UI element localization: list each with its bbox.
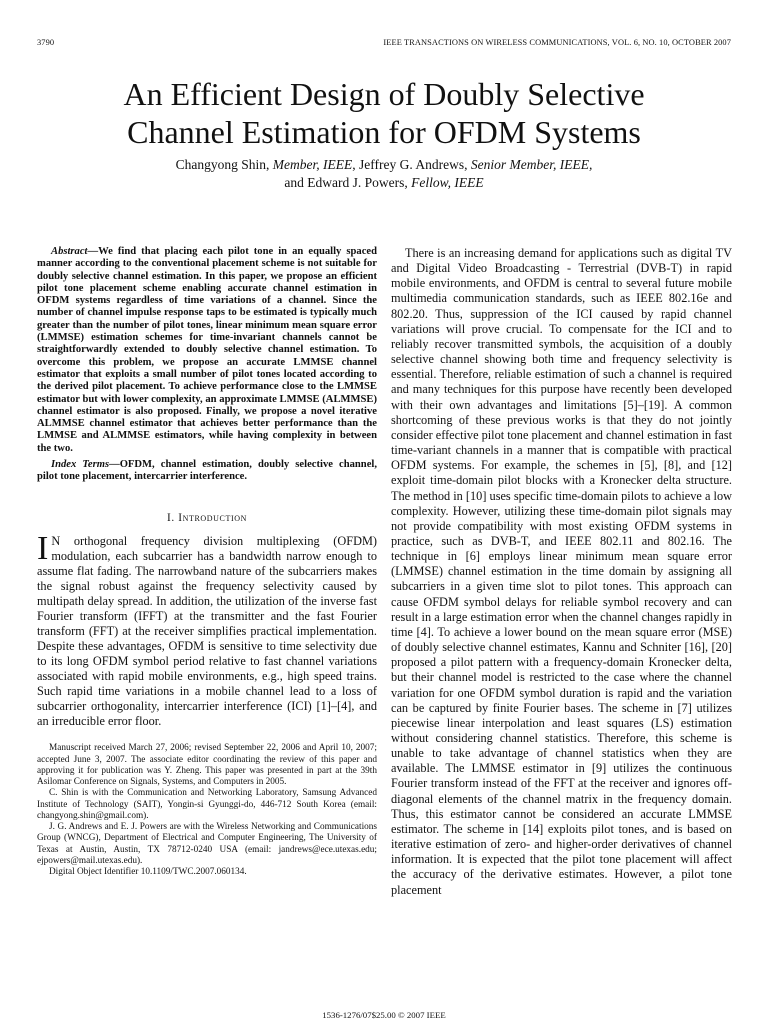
abstract bbox=[37, 246, 377, 455]
left-column bbox=[37, 246, 377, 878]
footnote-manuscript: Manuscript received March 27, 2006; revised September 22, 2006 and April 10, 2007; accepted June 3, 2007. The associate editor coordinating the review of this paper and approving it for publication was Y. Zheng. This paper was presented in part at the 39th Asilomar Conference on Signals, Systems, and Computers in 2005. bbox=[37, 743, 377, 787]
running-header bbox=[37, 38, 731, 47]
copyright-footer: 1536-1276/07$25.00 © 2007 IEEE bbox=[322, 1010, 446, 1020]
index-terms-text: —OFDM, channel estimation, doubly selective channel, pilot tone placement, intercarrier interference. bbox=[37, 459, 377, 483]
drop-cap: I bbox=[37, 529, 49, 567]
footnote-andrews-powers: J. G. Andrews and E. J. Powers are with the Wireless Networking and Communications Group (WNCG), Department of Electrical and Computer Engineering, The University of Texas at Austin, Austin, TX 78712-0240 USA (email: jandrews@ece.utexas.edu; ejpowers@mail.utexas.edu). bbox=[37, 822, 377, 866]
author-1-role: Member, IEEE bbox=[272, 157, 353, 172]
paper-title bbox=[60, 75, 708, 151]
author-list bbox=[60, 156, 708, 192]
author-2-role: Senior Member, IEEE, bbox=[470, 157, 593, 172]
intro-text: N orthogonal frequency division multiplexing (OFDM) modulation, each subcarrier has a bandwidth narrow enough to assume flat fading. The narrowband nature of the subcarriers makes the signal robust against the frequency selectivity caused by multipath delay spread. In addition, the utilization of the inverse fast Fourier transform (IFFT) at the transmitter and the fast Fourier transform (FFT) at the receiver simplifies practical implementation. Despite these advantages, OFDM is sensitive to time selectivity due to its long OFDM symbol period relative to fast channel variations associated with rapid mobile environments, e.g., high speed trains. Such rapid time variations in a mobile channel lead to a loss of subcarrier orthogonality, intercarrier interference (ICI) [1]–[4], and an irreducible error floor. bbox=[37, 533, 377, 729]
page-number: 3790 bbox=[37, 38, 55, 47]
author-line-1 bbox=[60, 156, 708, 174]
author-3-name: and Edward J. Powers, bbox=[284, 175, 412, 190]
author-1-name: Changyong Shin, bbox=[175, 157, 273, 172]
index-terms-label: Index Terms bbox=[51, 459, 110, 471]
abstract-text: —We find that placing each pilot tone in an equally spaced manner according to the conventional placement scheme is not suitable for doubly selective channel estimation. In this paper, we propose an efficient pilot tone placement scheme enabling accurate channel estimation in OFDM systems regardless of time variations of a channel. Since the number of channel impulse response taps to be estimated is typically much greater than the number of pilot tones, linear minimum mean square error (LMMSE) estimation schemes for time-invariant channels cannot be straightforwardly extended to doubly selective channel estimation. To overcome this problem, we propose an accurate LMMSE channel estimator that exploits a small number of pilot tones located according to the derived pilot placement. To achieve performance close to the LMMSE estimator but with lower complexity, an approximate LMMSE (ALMMSE) channel estimator is also proposed. Finally, we propose a novel iterative ALMMSE channel estimator that achieves better performance than the LMMSE and ALMMSE estimators, while having complexity in between the two. bbox=[37, 246, 377, 454]
section-heading-introduction: I. Introduction bbox=[167, 511, 247, 524]
title-line-2: Channel Estimation for OFDM Systems bbox=[127, 114, 641, 150]
footnotes bbox=[37, 743, 377, 878]
title-line-1: An Efficient Design of Doubly Selective bbox=[123, 76, 645, 112]
footnote-doi: Digital Object Identifier 10.1109/TWC.2007.060134. bbox=[49, 867, 247, 877]
author-3-role: Fellow, IEEE bbox=[411, 175, 484, 190]
footnote-shin: C. Shin is with the Communication and Networking Laboratory, Samsung Advanced Institute of Technology (SAIT), Yongin-si Gyunggi-do, 446-712 South Korea (email: changyong.shin@gmail.com). bbox=[37, 788, 377, 821]
journal-title: IEEE TRANSACTIONS ON WIRELESS COMMUNICATIONS, VOL. 6, NO. 10, OCTOBER 2007 bbox=[383, 38, 731, 47]
right-column bbox=[391, 246, 732, 898]
author-line-2 bbox=[60, 174, 708, 192]
abstract-label: Abstract bbox=[51, 246, 88, 257]
intro-paragraph bbox=[37, 529, 377, 730]
author-2-name: , Jeffrey G. Andrews, bbox=[352, 157, 471, 172]
index-terms bbox=[37, 459, 377, 484]
intro-continued-paragraph: There is an increasing demand for applications such as digital TV and Digital Video Broadcasting - Terrestrial (DVB-T) in rapid mobile environments, and OFDM is central to several future mobile multimedia communication standards, such as IEEE 802.16e and 802.20. Thus, suppression of the ICI caused by rapid channel variations will prove crucial. To compensate for the ICI and to reliably recover transmitted symbols, the acquisition of a doubly selective channel showing both time and frequency selectivity is essential. Therefore, reliable estimation of such a channel is required and many techniques for this purpose have recently been developed with their own advantages and limitations [5]–[19]. A common shortcoming of these previous works is that they do not jointly consider effective pilot tone placement and channel estimation in fast time-variant channels in a manner that is compatible with practical OFDM systems. For example, the schemes in [5], [8], and [12] exploit time-domain pilot blocks with a Kronecker delta structure. The method in [10] uses specific time-domain pilots to achieve a low complexity. However, utilizing these time-domain pilot signals may not provide compatibility with most existing OFDM systems in practice, such as DVB-T, and IEEE 802.11 and 802.16. The technique in [6] employs linear minimum mean square error (LMMSE) channel estimation in the time domain by assigning all subcarriers in a given time slot to pilot tones. This approach can cause OFDM symbol delays for reliable symbol recovery and can result in a large estimation error when the channel changes rapidly in time [4]. To achieve a lower bound on the mean square error (MSE) of doubly selective channel estimates, Kannu and Schniter [16], [20] proposed a pilot pattern with a frequency-domain Kronecker delta, but their channel model is restricted to the case where the channel variation for one OFDM symbol duration is rapid and the variation can be captured by finite Fourier bases. The scheme in [7] utilizes piecewise linear interpolation and least squares (LS) estimation without considering channel statistics. Therefore, this scheme is unable to take advantage of channel statistics when they are available. The LMMSE estimator in [9] utilizes the continuous Fourier transform instead of the FFT at the receiver and ignores off-diagonal elements of the channel matrix in the frequency domain. Thus, this estimator cannot be considered an accurate LMMSE estimator. The scheme in [14] exploits pilot tones, and is based on iterative estimation of zero- and higher-order derivatives of channel information. It is expected that the pilot tone placement will affect the accuracy of the derivative estimates. However, a pilot tone placement bbox=[391, 246, 732, 897]
